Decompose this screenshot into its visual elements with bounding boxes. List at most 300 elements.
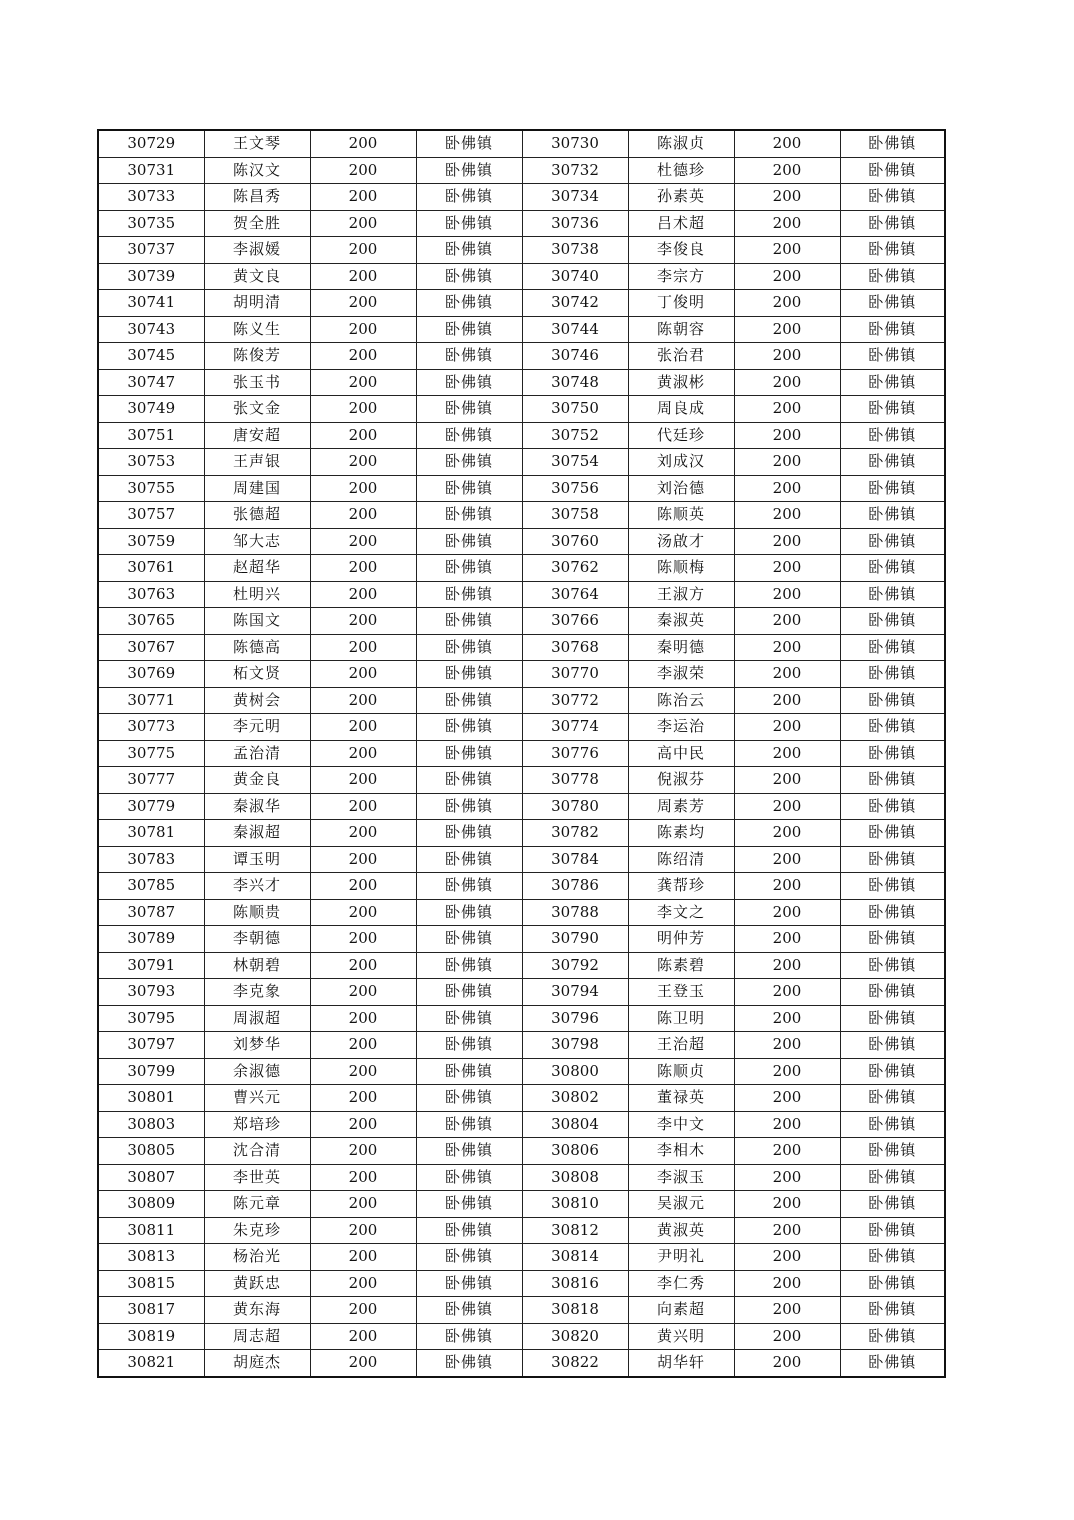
town-cell: 卧佛镇: [840, 502, 945, 529]
amount-cell: 200: [734, 1164, 840, 1191]
amount-cell: 200: [310, 714, 416, 741]
amount-cell: 200: [734, 1217, 840, 1244]
id-cell: 30817: [98, 1297, 204, 1324]
amount-cell: 200: [310, 767, 416, 794]
name-cell: 张玉书: [204, 369, 310, 396]
amount-cell: 200: [310, 1058, 416, 1085]
amount-cell: 200: [310, 687, 416, 714]
id-cell: 30788: [522, 899, 628, 926]
table-row: [98, 555, 945, 582]
town-cell: 卧佛镇: [416, 1164, 522, 1191]
id-cell: 30812: [522, 1217, 628, 1244]
name-cell: 李相木: [628, 1138, 734, 1165]
town-cell: 卧佛镇: [840, 422, 945, 449]
town-cell: 卧佛镇: [840, 528, 945, 555]
id-cell: 30769: [98, 661, 204, 688]
table-row: [98, 1244, 945, 1271]
town-cell: 卧佛镇: [416, 820, 522, 847]
table-row: [98, 952, 945, 979]
amount-cell: 200: [310, 528, 416, 555]
name-cell: 龚帮珍: [628, 873, 734, 900]
town-cell: 卧佛镇: [416, 1111, 522, 1138]
amount-cell: 200: [734, 608, 840, 635]
name-cell: 陈治云: [628, 687, 734, 714]
table-row: [98, 1297, 945, 1324]
amount-cell: 200: [310, 581, 416, 608]
amount-cell: 200: [310, 237, 416, 264]
amount-cell: 200: [310, 290, 416, 317]
name-cell: 黄文良: [204, 263, 310, 290]
name-cell: 谭玉明: [204, 846, 310, 873]
id-cell: 30745: [98, 343, 204, 370]
table-row: [98, 873, 945, 900]
amount-cell: 200: [310, 396, 416, 423]
town-cell: 卧佛镇: [416, 952, 522, 979]
id-cell: 30802: [522, 1085, 628, 1112]
table-row: [98, 316, 945, 343]
town-cell: 卧佛镇: [840, 1191, 945, 1218]
town-cell: 卧佛镇: [416, 263, 522, 290]
town-cell: 卧佛镇: [840, 634, 945, 661]
town-cell: 卧佛镇: [416, 422, 522, 449]
id-cell: 30761: [98, 555, 204, 582]
amount-cell: 200: [310, 1217, 416, 1244]
town-cell: 卧佛镇: [416, 369, 522, 396]
id-cell: 30764: [522, 581, 628, 608]
table-row: [98, 237, 945, 264]
town-cell: 卧佛镇: [416, 873, 522, 900]
id-cell: 30765: [98, 608, 204, 635]
id-cell: 30759: [98, 528, 204, 555]
id-cell: 30779: [98, 793, 204, 820]
id-cell: 30816: [522, 1270, 628, 1297]
id-cell: 30755: [98, 475, 204, 502]
table-row: [98, 608, 945, 635]
town-cell: 卧佛镇: [416, 1297, 522, 1324]
id-cell: 30804: [522, 1111, 628, 1138]
name-cell: 柘文贤: [204, 661, 310, 688]
town-cell: 卧佛镇: [840, 184, 945, 211]
town-cell: 卧佛镇: [416, 1085, 522, 1112]
amount-cell: 200: [734, 1323, 840, 1350]
town-cell: 卧佛镇: [840, 793, 945, 820]
name-cell: 陈国文: [204, 608, 310, 635]
id-cell: 30794: [522, 979, 628, 1006]
name-cell: 代廷珍: [628, 422, 734, 449]
amount-cell: 200: [310, 1191, 416, 1218]
name-cell: 黄跃忠: [204, 1270, 310, 1297]
town-cell: 卧佛镇: [840, 820, 945, 847]
town-cell: 卧佛镇: [840, 290, 945, 317]
table-row: [98, 1191, 945, 1218]
id-cell: 30805: [98, 1138, 204, 1165]
table-row: [98, 1350, 945, 1377]
town-cell: 卧佛镇: [840, 316, 945, 343]
town-cell: 卧佛镇: [840, 926, 945, 953]
amount-cell: 200: [310, 475, 416, 502]
amount-cell: 200: [734, 1297, 840, 1324]
town-cell: 卧佛镇: [416, 184, 522, 211]
town-cell: 卧佛镇: [840, 740, 945, 767]
amount-cell: 200: [734, 422, 840, 449]
amount-cell: 200: [734, 475, 840, 502]
name-cell: 朱克珍: [204, 1217, 310, 1244]
name-cell: 周淑超: [204, 1005, 310, 1032]
amount-cell: 200: [310, 952, 416, 979]
id-cell: 30743: [98, 316, 204, 343]
id-cell: 30793: [98, 979, 204, 1006]
name-cell: 秦明德: [628, 634, 734, 661]
table-row: [98, 1323, 945, 1350]
id-cell: 30767: [98, 634, 204, 661]
town-cell: 卧佛镇: [840, 396, 945, 423]
name-cell: 孟治清: [204, 740, 310, 767]
id-cell: 30795: [98, 1005, 204, 1032]
town-cell: 卧佛镇: [840, 687, 945, 714]
amount-cell: 200: [734, 343, 840, 370]
town-cell: 卧佛镇: [840, 1297, 945, 1324]
town-cell: 卧佛镇: [416, 1191, 522, 1218]
id-cell: 30758: [522, 502, 628, 529]
id-cell: 30768: [522, 634, 628, 661]
name-cell: 王文琴: [204, 130, 310, 157]
amount-cell: 200: [734, 1111, 840, 1138]
name-cell: 高中民: [628, 740, 734, 767]
name-cell: 李朝德: [204, 926, 310, 953]
table-row: [98, 1270, 945, 1297]
table-row: [98, 263, 945, 290]
amount-cell: 200: [310, 1350, 416, 1377]
id-cell: 30782: [522, 820, 628, 847]
name-cell: 孙素英: [628, 184, 734, 211]
town-cell: 卧佛镇: [416, 1350, 522, 1377]
amount-cell: 200: [310, 1138, 416, 1165]
amount-cell: 200: [734, 740, 840, 767]
id-cell: 30801: [98, 1085, 204, 1112]
town-cell: 卧佛镇: [840, 237, 945, 264]
town-cell: 卧佛镇: [840, 1323, 945, 1350]
amount-cell: 200: [310, 846, 416, 873]
amount-cell: 200: [310, 793, 416, 820]
id-cell: 30792: [522, 952, 628, 979]
amount-cell: 200: [734, 687, 840, 714]
town-cell: 卧佛镇: [416, 528, 522, 555]
name-cell: 王治超: [628, 1032, 734, 1059]
name-cell: 陈绍清: [628, 846, 734, 873]
name-cell: 陈素碧: [628, 952, 734, 979]
amount-cell: 200: [734, 899, 840, 926]
name-cell: 张治君: [628, 343, 734, 370]
name-cell: 李世英: [204, 1164, 310, 1191]
table-row: [98, 979, 945, 1006]
name-cell: 陈元章: [204, 1191, 310, 1218]
table-row: [98, 502, 945, 529]
table-row: [98, 1058, 945, 1085]
town-cell: 卧佛镇: [840, 714, 945, 741]
amount-cell: 200: [734, 661, 840, 688]
amount-cell: 200: [734, 1191, 840, 1218]
town-cell: 卧佛镇: [416, 343, 522, 370]
table-row: [98, 820, 945, 847]
town-cell: 卧佛镇: [416, 1058, 522, 1085]
name-cell: 丁俊明: [628, 290, 734, 317]
table-row: [98, 581, 945, 608]
id-cell: 30760: [522, 528, 628, 555]
amount-cell: 200: [734, 130, 840, 157]
amount-cell: 200: [310, 1270, 416, 1297]
id-cell: 30771: [98, 687, 204, 714]
town-cell: 卧佛镇: [416, 767, 522, 794]
name-cell: 陈昌秀: [204, 184, 310, 211]
table-row: [98, 130, 945, 157]
amount-cell: 200: [310, 873, 416, 900]
town-cell: 卧佛镇: [840, 1244, 945, 1271]
town-cell: 卧佛镇: [416, 846, 522, 873]
id-cell: 30806: [522, 1138, 628, 1165]
town-cell: 卧佛镇: [416, 1005, 522, 1032]
id-cell: 30750: [522, 396, 628, 423]
amount-cell: 200: [310, 979, 416, 1006]
amount-cell: 200: [310, 661, 416, 688]
name-cell: 黄东海: [204, 1297, 310, 1324]
id-cell: 30810: [522, 1191, 628, 1218]
id-cell: 30775: [98, 740, 204, 767]
amount-cell: 200: [310, 1164, 416, 1191]
town-cell: 卧佛镇: [416, 1032, 522, 1059]
table-row: [98, 1005, 945, 1032]
town-cell: 卧佛镇: [416, 1244, 522, 1271]
name-cell: 胡华轩: [628, 1350, 734, 1377]
id-cell: 30783: [98, 846, 204, 873]
town-cell: 卧佛镇: [416, 290, 522, 317]
name-cell: 陈顺梅: [628, 555, 734, 582]
id-cell: 30756: [522, 475, 628, 502]
amount-cell: 200: [310, 1244, 416, 1271]
id-cell: 30808: [522, 1164, 628, 1191]
id-cell: 30734: [522, 184, 628, 211]
town-cell: 卧佛镇: [840, 210, 945, 237]
amount-cell: 200: [734, 263, 840, 290]
id-cell: 30818: [522, 1297, 628, 1324]
name-cell: 王淑方: [628, 581, 734, 608]
name-cell: 尹明礼: [628, 1244, 734, 1271]
name-cell: 李仁秀: [628, 1270, 734, 1297]
name-cell: 李俊良: [628, 237, 734, 264]
town-cell: 卧佛镇: [416, 979, 522, 1006]
name-cell: 李克象: [204, 979, 310, 1006]
id-cell: 30751: [98, 422, 204, 449]
id-cell: 30798: [522, 1032, 628, 1059]
amount-cell: 200: [734, 237, 840, 264]
name-cell: 沈合清: [204, 1138, 310, 1165]
town-cell: 卧佛镇: [416, 740, 522, 767]
name-cell: 陈淑贞: [628, 130, 734, 157]
amount-cell: 200: [734, 581, 840, 608]
amount-cell: 200: [734, 502, 840, 529]
amount-cell: 200: [734, 873, 840, 900]
town-cell: 卧佛镇: [840, 1350, 945, 1377]
id-cell: 30741: [98, 290, 204, 317]
name-cell: 陈汉文: [204, 157, 310, 184]
town-cell: 卧佛镇: [416, 237, 522, 264]
id-cell: 30784: [522, 846, 628, 873]
town-cell: 卧佛镇: [416, 1138, 522, 1165]
name-cell: 向素超: [628, 1297, 734, 1324]
amount-cell: 200: [734, 820, 840, 847]
id-cell: 30729: [98, 130, 204, 157]
name-cell: 李文之: [628, 899, 734, 926]
id-cell: 30790: [522, 926, 628, 953]
table-row: [98, 1164, 945, 1191]
amount-cell: 200: [734, 1085, 840, 1112]
id-cell: 30730: [522, 130, 628, 157]
amount-cell: 200: [310, 555, 416, 582]
town-cell: 卧佛镇: [840, 449, 945, 476]
table-row: [98, 714, 945, 741]
town-cell: 卧佛镇: [840, 952, 945, 979]
amount-cell: 200: [734, 1005, 840, 1032]
table-row: [98, 926, 945, 953]
id-cell: 30797: [98, 1032, 204, 1059]
name-cell: 陈朝容: [628, 316, 734, 343]
town-cell: 卧佛镇: [840, 1164, 945, 1191]
name-cell: 秦淑超: [204, 820, 310, 847]
amount-cell: 200: [734, 555, 840, 582]
name-cell: 秦淑英: [628, 608, 734, 635]
name-cell: 李淑玉: [628, 1164, 734, 1191]
name-cell: 明仲芳: [628, 926, 734, 953]
table-row: [98, 661, 945, 688]
amount-cell: 200: [734, 714, 840, 741]
name-cell: 陈卫明: [628, 1005, 734, 1032]
id-cell: 30770: [522, 661, 628, 688]
town-cell: 卧佛镇: [840, 1032, 945, 1059]
town-cell: 卧佛镇: [840, 581, 945, 608]
table-row: [98, 1217, 945, 1244]
name-cell: 黄淑彬: [628, 369, 734, 396]
town-cell: 卧佛镇: [840, 475, 945, 502]
id-cell: 30757: [98, 502, 204, 529]
id-cell: 30744: [522, 316, 628, 343]
table-row: [98, 767, 945, 794]
amount-cell: 200: [310, 343, 416, 370]
id-cell: 30732: [522, 157, 628, 184]
name-cell: 李运治: [628, 714, 734, 741]
town-cell: 卧佛镇: [416, 661, 522, 688]
id-cell: 30811: [98, 1217, 204, 1244]
name-cell: 陈德高: [204, 634, 310, 661]
name-cell: 黄兴明: [628, 1323, 734, 1350]
town-cell: 卧佛镇: [416, 1217, 522, 1244]
amount-cell: 200: [734, 926, 840, 953]
amount-cell: 200: [310, 740, 416, 767]
town-cell: 卧佛镇: [840, 661, 945, 688]
town-cell: 卧佛镇: [416, 157, 522, 184]
amount-cell: 200: [734, 369, 840, 396]
town-cell: 卧佛镇: [416, 581, 522, 608]
table-row: [98, 899, 945, 926]
id-cell: 30799: [98, 1058, 204, 1085]
id-cell: 30814: [522, 1244, 628, 1271]
name-cell: 李元明: [204, 714, 310, 741]
town-cell: 卧佛镇: [416, 449, 522, 476]
name-cell: 张德超: [204, 502, 310, 529]
amount-cell: 200: [734, 290, 840, 317]
id-cell: 30822: [522, 1350, 628, 1377]
town-cell: 卧佛镇: [840, 1085, 945, 1112]
amount-cell: 200: [734, 396, 840, 423]
name-cell: 余淑德: [204, 1058, 310, 1085]
table-row: [98, 290, 945, 317]
table-row: [98, 634, 945, 661]
amount-cell: 200: [734, 1270, 840, 1297]
amount-cell: 200: [310, 1323, 416, 1350]
id-cell: 30753: [98, 449, 204, 476]
amount-cell: 200: [310, 820, 416, 847]
table-row: [98, 475, 945, 502]
name-cell: 曹兴元: [204, 1085, 310, 1112]
town-cell: 卧佛镇: [840, 1138, 945, 1165]
id-cell: 30820: [522, 1323, 628, 1350]
amount-cell: 200: [310, 316, 416, 343]
amount-cell: 200: [734, 979, 840, 1006]
name-cell: 刘梦华: [204, 1032, 310, 1059]
name-cell: 秦淑华: [204, 793, 310, 820]
town-cell: 卧佛镇: [840, 608, 945, 635]
name-cell: 黄树会: [204, 687, 310, 714]
town-cell: 卧佛镇: [416, 926, 522, 953]
town-cell: 卧佛镇: [416, 396, 522, 423]
name-cell: 吴淑元: [628, 1191, 734, 1218]
amount-cell: 200: [310, 1032, 416, 1059]
name-cell: 倪淑芬: [628, 767, 734, 794]
table-row: [98, 449, 945, 476]
id-cell: 30787: [98, 899, 204, 926]
name-cell: 黄淑英: [628, 1217, 734, 1244]
id-cell: 30738: [522, 237, 628, 264]
id-cell: 30815: [98, 1270, 204, 1297]
id-cell: 30740: [522, 263, 628, 290]
name-cell: 刘治德: [628, 475, 734, 502]
name-cell: 李淑荣: [628, 661, 734, 688]
town-cell: 卧佛镇: [840, 1217, 945, 1244]
id-cell: 30733: [98, 184, 204, 211]
name-cell: 杜德珍: [628, 157, 734, 184]
name-cell: 李淑媛: [204, 237, 310, 264]
town-cell: 卧佛镇: [416, 210, 522, 237]
amount-cell: 200: [310, 422, 416, 449]
id-cell: 30776: [522, 740, 628, 767]
name-cell: 贺全胜: [204, 210, 310, 237]
name-cell: 李宗方: [628, 263, 734, 290]
amount-cell: 200: [734, 846, 840, 873]
town-cell: 卧佛镇: [416, 608, 522, 635]
name-cell: 邹大志: [204, 528, 310, 555]
id-cell: 30748: [522, 369, 628, 396]
name-cell: 王声银: [204, 449, 310, 476]
id-cell: 30752: [522, 422, 628, 449]
amount-cell: 200: [310, 1005, 416, 1032]
town-cell: 卧佛镇: [840, 1111, 945, 1138]
id-cell: 30786: [522, 873, 628, 900]
amount-cell: 200: [310, 369, 416, 396]
town-cell: 卧佛镇: [840, 1058, 945, 1085]
roster-table-body: [98, 130, 945, 1377]
amount-cell: 200: [310, 1085, 416, 1112]
name-cell: 胡明清: [204, 290, 310, 317]
amount-cell: 200: [734, 528, 840, 555]
table-row: [98, 184, 945, 211]
